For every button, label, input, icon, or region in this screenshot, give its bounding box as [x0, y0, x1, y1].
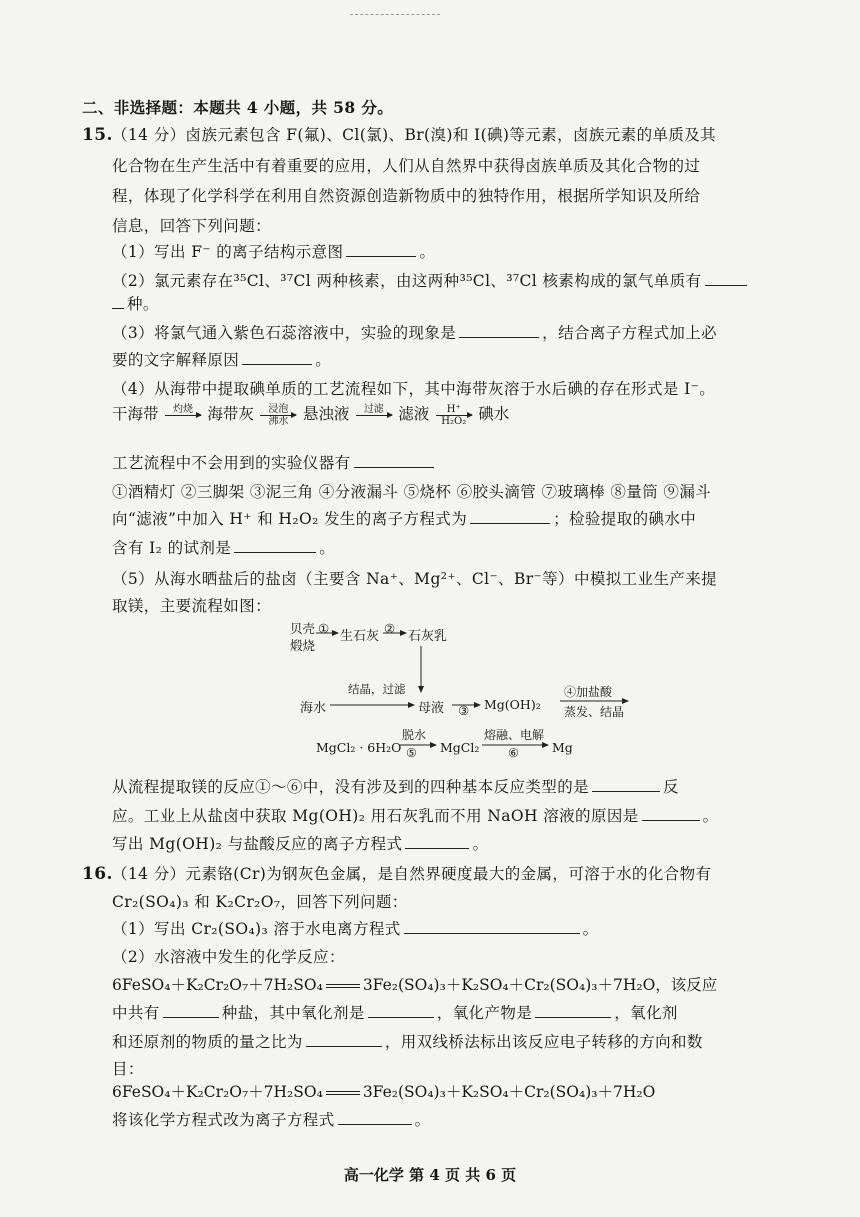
q16-intro-line1: （14 分）元素铬(Cr)为钢灰色金属，是自然界硬度最大的金属，可溶于水的化合物有	[112, 865, 712, 883]
q16-part2e-text: ，氧化剂	[614, 1004, 678, 1022]
arrow-label: 浸泡	[268, 403, 289, 415]
flow-step-6: ⑥	[508, 746, 519, 760]
q15-part5d-text: 应。工业上从盐卤中获取 Mg(OH)₂ 用石灰乳而不用 NaOH 溶液的原因是	[112, 807, 639, 825]
q15-part4e-text: ；检验提取的碘水中	[553, 510, 697, 528]
q15-part4f-text: 含有 I₂ 的试剂是	[112, 539, 232, 557]
flow-node-milk: 石灰乳	[408, 629, 448, 644]
equation-products: 3Fe₂(SO₄)₃＋K₂SO₄＋Cr₂(SO₄)₃＋7H₂O，该反应	[362, 976, 718, 994]
q16-part2i-text: 将该化学方程式改为离子方程式	[112, 1111, 335, 1129]
equation-products: 3Fe₂(SO₄)₃＋K₂SO₄＋Cr₂(SO₄)₃＋7H₂O	[362, 1083, 656, 1101]
q15-part1: （1）写出 F⁻ 的离子结构示意图 。	[112, 243, 436, 261]
q15-intro-line2: 化合物在生产生活中有着重要的应用，人们从自然界中获得卤族单质及其化合物的过	[112, 157, 701, 175]
q15-part5d: 应。工业上从盐卤中获取 Mg(OH)₂ 用石灰乳而不用 NaOH 溶液的原因是 。	[112, 807, 719, 825]
answer-blank[interactable]	[592, 777, 660, 792]
flow-node: 干海带	[112, 405, 159, 423]
q15-part4f: 含有 I₂ 的试剂是 。	[112, 539, 336, 557]
reaction-equation-2	[112, 1081, 655, 1103]
q16-part2h: 目：	[112, 1060, 144, 1078]
reaction-equation	[112, 974, 717, 996]
equals-sign	[326, 984, 360, 988]
q16-part2c-text: 种盐，其中氧化剂是	[221, 1004, 365, 1022]
answer-blank[interactable]	[163, 1003, 219, 1018]
q15-number: 15.	[82, 125, 113, 145]
q16-part2-line	[112, 1002, 678, 1024]
flow-arrow	[260, 404, 296, 427]
q16-part2: （2）水溶液中发生的化学反应：	[112, 948, 345, 966]
arrow-label: H₂O₂	[441, 415, 467, 427]
q15-part2-cont	[112, 293, 159, 315]
arrow-label: 沸水	[268, 415, 289, 427]
answer-blank[interactable]	[242, 350, 312, 365]
q16-part2-line2	[112, 1031, 703, 1053]
section-header: 二、非选择题：本题共 4 小题，共 58 分。	[82, 98, 394, 117]
flow-node-mgcl2-hydrate: MgCl₂ · 6H₂O	[316, 740, 402, 755]
flow-node-mother-liquor: 母液	[418, 701, 445, 716]
q15-intro-line1: （14 分）卤族元素包含 F(氟)、Cl(氯)、Br(溴)和 I(碘)等元素，卤族元素的单质及其	[112, 126, 717, 144]
answer-blank[interactable]	[306, 1032, 382, 1047]
q15-part2	[112, 270, 750, 292]
flow-node-mgoh2: Mg(OH)₂	[484, 697, 541, 712]
answer-blank[interactable]	[346, 242, 416, 257]
answer-blank[interactable]	[535, 1003, 611, 1018]
q15-part4b	[112, 452, 437, 474]
answer-blank[interactable]	[112, 294, 124, 309]
scan-artifact	[350, 14, 440, 15]
answer-blank[interactable]	[404, 919, 580, 934]
page-footer: 高一化学 第 4 页 共 6 页	[343, 1166, 517, 1184]
answer-blank[interactable]	[354, 453, 434, 468]
q15-part3-text3: 要的文字解释原因	[112, 351, 240, 369]
q16-number: 16.	[82, 864, 113, 884]
q15-part3-text2: ，结合离子方程式加上必	[542, 324, 718, 342]
flow-node-mg: Mg	[552, 740, 573, 755]
flow-step-5: ⑤	[406, 746, 417, 760]
q15-part1-text: （1）写出 F⁻ 的离子结构示意图	[112, 243, 344, 261]
flow-label-add-hcl: ④加盐酸	[564, 685, 613, 699]
flow-arrow	[436, 404, 472, 427]
flow-node-seawater: 海水	[300, 701, 327, 716]
flow-label-crystallize: 结晶，过滤	[348, 682, 406, 696]
q15-part5e: 写出 Mg(OH)₂ 与盐酸反应的离子方程式 。	[112, 835, 489, 853]
flow-node: 碘水	[478, 405, 510, 423]
instrument-list: ①酒精灯 ②三脚架 ③泥三角 ④分液漏斗 ⑤烧杯 ⑥胶头滴管 ⑦玻璃棒 ⑧量筒 ⑨漏斗	[112, 483, 712, 501]
q16-part2f-text: 和还原剂的物质的量之比为	[112, 1033, 303, 1051]
q15-part4: （4）从海带中提取碘单质的工艺流程如下，其中海带灰溶于水后碘的存在形式是 I⁻。	[112, 380, 716, 398]
flow-node-shell: 贝壳	[290, 621, 316, 636]
flow-node: 滤液	[398, 405, 430, 423]
answer-blank[interactable]	[705, 271, 747, 286]
flow-label-electrolysis: 熔融、电解	[484, 728, 545, 742]
q15-part4d	[112, 508, 696, 530]
flow-label-calcine: 煅烧	[290, 638, 316, 653]
flow-step-2: ②	[384, 621, 396, 636]
flow-step-1: ①	[318, 621, 330, 636]
flow-step-3: ③	[458, 703, 470, 718]
flow-label-evaporate: 蒸发、结晶	[564, 705, 625, 719]
answer-blank[interactable]	[459, 323, 539, 338]
q15-part5: （5）从海水晒盐后的盐卤（主要含 Na⁺、Mg²⁺、Cl⁻、Br⁻等）中模拟工业生产来提	[112, 570, 718, 588]
flow-label-dehydrate: 脱水	[402, 728, 427, 742]
q15-intro-line4: 信息，回答下列问题：	[112, 217, 272, 235]
q16-part1: （1）写出 Cr₂(SO₄)₃ 溶于水电离方程式 。	[112, 920, 599, 938]
flow-arrow	[356, 404, 392, 427]
arrow-label: H⁺	[446, 403, 461, 415]
q16-part2d-text: ，氧化产物是	[436, 1004, 533, 1022]
answer-blank[interactable]	[234, 538, 316, 553]
arrow-label: 过滤	[363, 403, 384, 415]
q16-intro-line2: Cr₂(SO₄)₃ 和 K₂Cr₂O₇，回答下列问题：	[112, 893, 408, 911]
q15-part5c-end: 反	[663, 778, 679, 796]
q16-part2i: 将该化学方程式改为离子方程式 。	[112, 1111, 431, 1129]
q15-part2-text: （2）氯元素存在³⁵Cl、³⁷Cl 两种核素，由这两种³⁵Cl、³⁷Cl 核素构成的氯气单质有	[112, 272, 702, 290]
q15-part3	[112, 322, 717, 344]
q15-part5b: 取镁，主要流程如图：	[112, 597, 272, 615]
flow-arrow	[165, 404, 201, 427]
q15-part5e-text: 写出 Mg(OH)₂ 与盐酸反应的离子方程式	[112, 835, 403, 853]
q16-part2g-text: ，用双线桥法标出该反应电子转移的方向和数	[384, 1033, 703, 1051]
q15-intro-line3: 程，体现了化学科学在利用自然资源创造新物质中的独特作用，根据所学知识及所给	[112, 187, 701, 205]
arrow-label: 灼烧	[172, 403, 193, 415]
equals-sign	[326, 1091, 360, 1095]
q15-part4d-text: 向“滤液”中加入 H⁺ 和 H₂O₂ 发生的离子方程式为	[112, 510, 468, 528]
q16-part1-text: （1）写出 Cr₂(SO₄)₃ 溶于水电离方程式	[112, 920, 401, 938]
q15-part2-end: 种。	[127, 295, 159, 313]
q16-part2b-text: 中共有	[112, 1004, 160, 1022]
iodine-flow	[112, 402, 509, 427]
q15-part3-text: （3）将氯气通入紫色石蕊溶液中，实验的现象是	[112, 324, 457, 342]
equation-reactants: 6FeSO₄＋K₂Cr₂O₇＋7H₂SO₄	[112, 1083, 323, 1101]
flow-node: 海带灰	[207, 405, 254, 423]
flow-node-lime: 生石灰	[340, 629, 380, 644]
answer-blank[interactable]	[368, 1003, 434, 1018]
q15-part5c-text: 从流程提取镁的反应①～⑥中，没有涉及到的四种基本反应类型的是	[112, 778, 590, 796]
q15-part3-cont: 要的文字解释原因 。	[112, 351, 332, 369]
equation-reactants: 6FeSO₄＋K₂Cr₂O₇＋7H₂SO₄	[112, 976, 323, 994]
answer-blank[interactable]	[405, 834, 469, 849]
answer-blank[interactable]	[338, 1110, 412, 1125]
answer-blank[interactable]	[642, 806, 700, 821]
flow-node: 悬浊液	[302, 405, 350, 423]
flow-node-mgcl2: MgCl₂	[440, 740, 480, 755]
answer-blank[interactable]	[470, 509, 550, 524]
q15-part5c	[112, 776, 679, 798]
q15-part4b-text: 工艺流程中不会用到的实验仪器有	[112, 454, 351, 472]
